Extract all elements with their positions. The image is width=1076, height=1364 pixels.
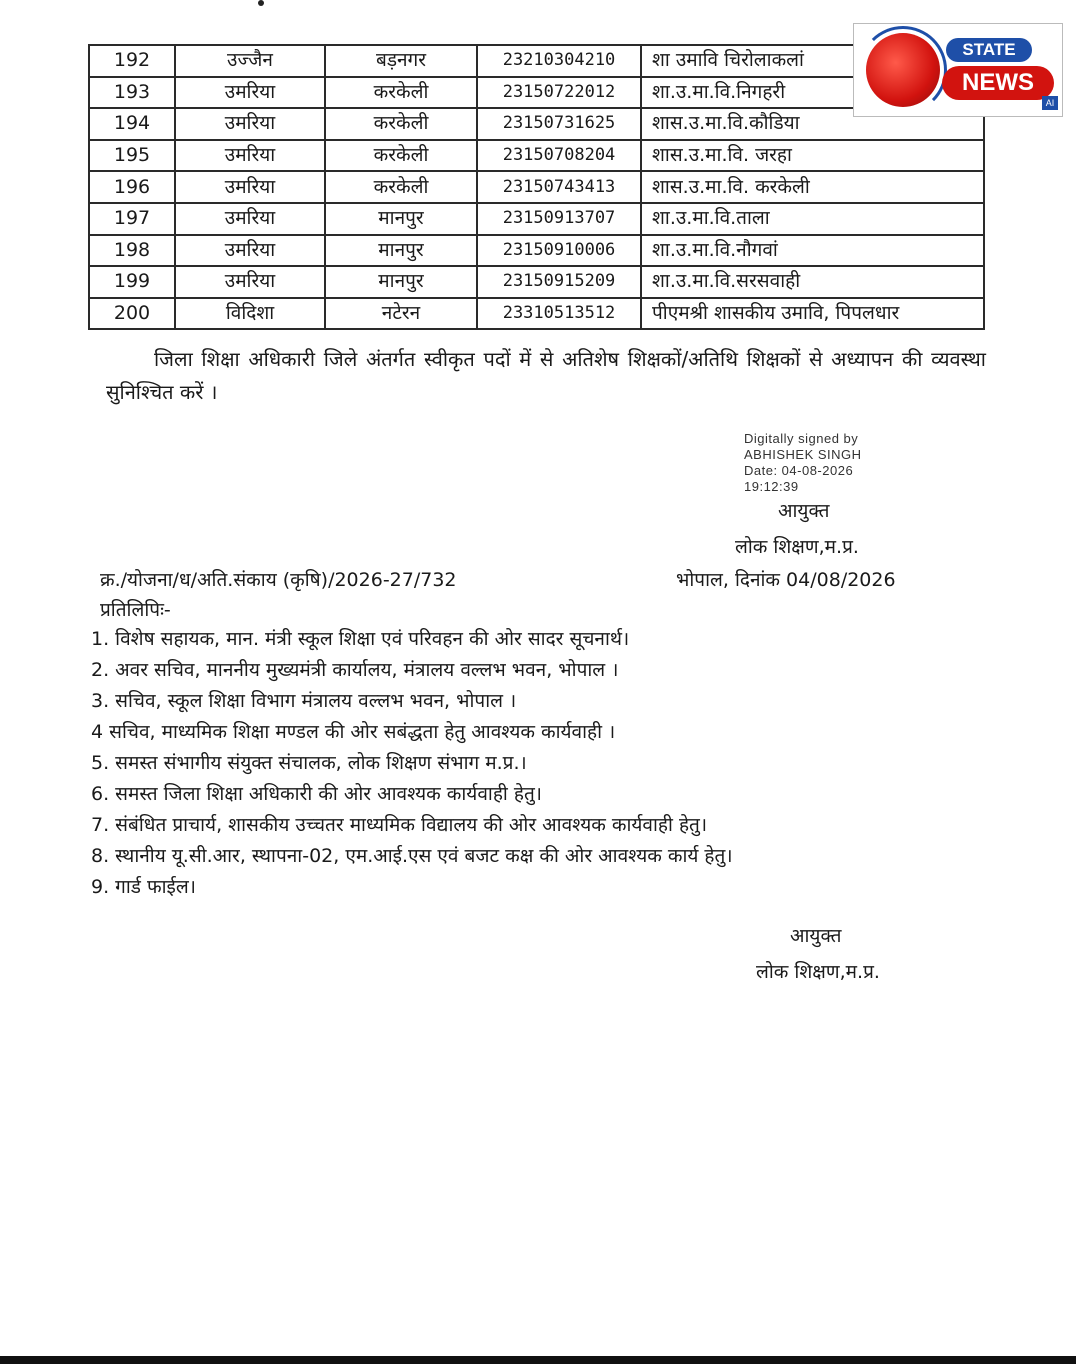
office-bottom: लोक शिक्षण,म.प्र. xyxy=(756,961,880,983)
table-row xyxy=(89,266,984,298)
copy-item: 7. संबंधित प्राचार्य, शासकीय उच्चतर माध्यमिक विद्यालय की ओर आवश्यक कार्यवाही हेतु। xyxy=(91,814,708,836)
copy-item: 9. गार्ड फाईल। xyxy=(91,876,196,898)
logo-state-text: STATE xyxy=(946,38,1032,62)
table-row xyxy=(89,77,984,109)
copy-item: 2. अवर सचिव, माननीय मुख्यमंत्री कार्यालय, मंत्रालय वल्लभ भवन, भोपाल । xyxy=(91,659,619,681)
schools-table xyxy=(88,44,985,330)
school-name-cell: शा.उ.मा.वि.नौगवां xyxy=(641,235,984,267)
udise-code-cell: 23310513512 xyxy=(477,298,641,330)
district-cell: उमरिया xyxy=(175,108,325,140)
table-row xyxy=(89,298,984,330)
block-cell: मानपुर xyxy=(325,203,477,235)
udise-code-cell: 23150731625 xyxy=(477,108,641,140)
copy-item: 1. विशेष सहायक, मान. मंत्री स्कूल शिक्षा एवं परिवहन की ओर सादर सूचनार्थ। xyxy=(91,628,630,650)
district-cell: उमरिया xyxy=(175,203,325,235)
copy-item: 5. समस्त संभागीय संयुक्त संचालक, लोक शिक्षण संभाग म.प्र.। xyxy=(91,752,527,774)
district-cell: उज्जैन xyxy=(175,45,325,77)
serial-cell: 193 xyxy=(89,77,175,109)
signature-line-2: ABHISHEK SINGH xyxy=(744,447,862,462)
block-cell: करकेली xyxy=(325,77,477,109)
serial-cell: 197 xyxy=(89,203,175,235)
serial-cell: 200 xyxy=(89,298,175,330)
block-cell: मानपुर xyxy=(325,235,477,267)
table-row xyxy=(89,203,984,235)
udise-code-cell: 23150910006 xyxy=(477,235,641,267)
district-cell: उमरिया xyxy=(175,140,325,172)
digital-signature xyxy=(744,431,862,495)
block-cell: करकेली xyxy=(325,140,477,172)
table-row xyxy=(89,235,984,267)
instruction-paragraph: जिला शिक्षा अधिकारी जिले अंतर्गत स्वीकृत पदों में से अतिशेष शिक्षकों/अतिथि शिक्षकों से अध्यापन की व्यवस्था सुनिश्चित करें । xyxy=(106,347,986,404)
udise-code-cell: 23150915209 xyxy=(477,266,641,298)
school-name-cell: शा.उ.मा.वि.सरसवाही xyxy=(641,266,984,298)
table-row xyxy=(89,171,984,203)
signature-line-4: 19:12:39 xyxy=(744,479,799,494)
copy-list xyxy=(91,624,991,903)
reference-date: भोपाल, दिनांक 04/08/2026 xyxy=(676,569,896,591)
block-cell: बड़नगर xyxy=(325,45,477,77)
udise-code-cell: 23150913707 xyxy=(477,203,641,235)
reference-number: क्र./योजना/ध/अति.संकाय (कृषि)/2026-27/732 xyxy=(100,569,457,591)
school-name-cell: पीएमश्री शासकीय उमावि, पिपलधार xyxy=(641,298,984,330)
state-news-logo xyxy=(853,23,1063,117)
signature-line-1: Digitally signed by xyxy=(744,431,859,446)
school-name-cell: शा.उ.मा.वि.निगहरी xyxy=(641,77,984,109)
school-name-cell: शास.उ.मा.वि.कौडिया xyxy=(641,108,984,140)
designation-bottom: आयुक्त xyxy=(790,925,842,947)
table-row xyxy=(89,45,984,77)
district-cell: विदिशा xyxy=(175,298,325,330)
udise-code-cell: 23210304210 xyxy=(477,45,641,77)
table-row xyxy=(89,140,984,172)
udise-code-cell: 23150743413 xyxy=(477,171,641,203)
logo-ai-tag: AI xyxy=(1042,96,1058,110)
designation-top: आयुक्त xyxy=(778,500,830,522)
signature-line-3: Date: 04-08-2026 xyxy=(744,463,854,478)
copy-item: 4 सचिव, माध्यमिक शिक्षा मण्डल की ओर सबंद्धता हेतु आवश्यक कार्यवाही । xyxy=(91,721,616,743)
table-row xyxy=(89,108,984,140)
logo-news-text: NEWS xyxy=(942,66,1054,100)
block-cell: करकेली xyxy=(325,171,477,203)
office-top: लोक शिक्षण,म.प्र. xyxy=(735,536,859,558)
block-cell: करकेली xyxy=(325,108,477,140)
top-mark xyxy=(258,0,264,6)
globe-ring-icon xyxy=(859,26,947,114)
block-cell: नटेरन xyxy=(325,298,477,330)
copy-heading: प्रतिलिपिः- xyxy=(100,599,171,621)
school-name-cell: शास.उ.मा.वि. जरहा xyxy=(641,140,984,172)
serial-cell: 192 xyxy=(89,45,175,77)
district-cell: उमरिया xyxy=(175,171,325,203)
serial-cell: 196 xyxy=(89,171,175,203)
district-cell: उमरिया xyxy=(175,235,325,267)
serial-cell: 199 xyxy=(89,266,175,298)
copy-item: 3. सचिव, स्कूल शिक्षा विभाग मंत्रालय वल्लभ भवन, भोपाल । xyxy=(91,690,517,712)
copy-item: 8. स्थानीय यू.सी.आर, स्थापना-02, एम.आई.एस एवं बजट कक्ष की ओर आवश्यक कार्य हेतु। xyxy=(91,845,733,867)
serial-cell: 198 xyxy=(89,235,175,267)
district-cell: उमरिया xyxy=(175,266,325,298)
school-name-cell: शा उमावि चिरोलाकलां xyxy=(641,45,984,77)
serial-cell: 195 xyxy=(89,140,175,172)
udise-code-cell: 23150708204 xyxy=(477,140,641,172)
school-name-cell: शास.उ.मा.वि. करकेली xyxy=(641,171,984,203)
serial-cell: 194 xyxy=(89,108,175,140)
copy-item: 6. समस्त जिला शिक्षा अधिकारी की ओर आवश्यक कार्यवाही हेतु। xyxy=(91,783,542,805)
bottom-bar xyxy=(0,1356,1076,1364)
district-cell: उमरिया xyxy=(175,77,325,109)
udise-code-cell: 23150722012 xyxy=(477,77,641,109)
block-cell: मानपुर xyxy=(325,266,477,298)
school-name-cell: शा.उ.मा.वि.ताला xyxy=(641,203,984,235)
